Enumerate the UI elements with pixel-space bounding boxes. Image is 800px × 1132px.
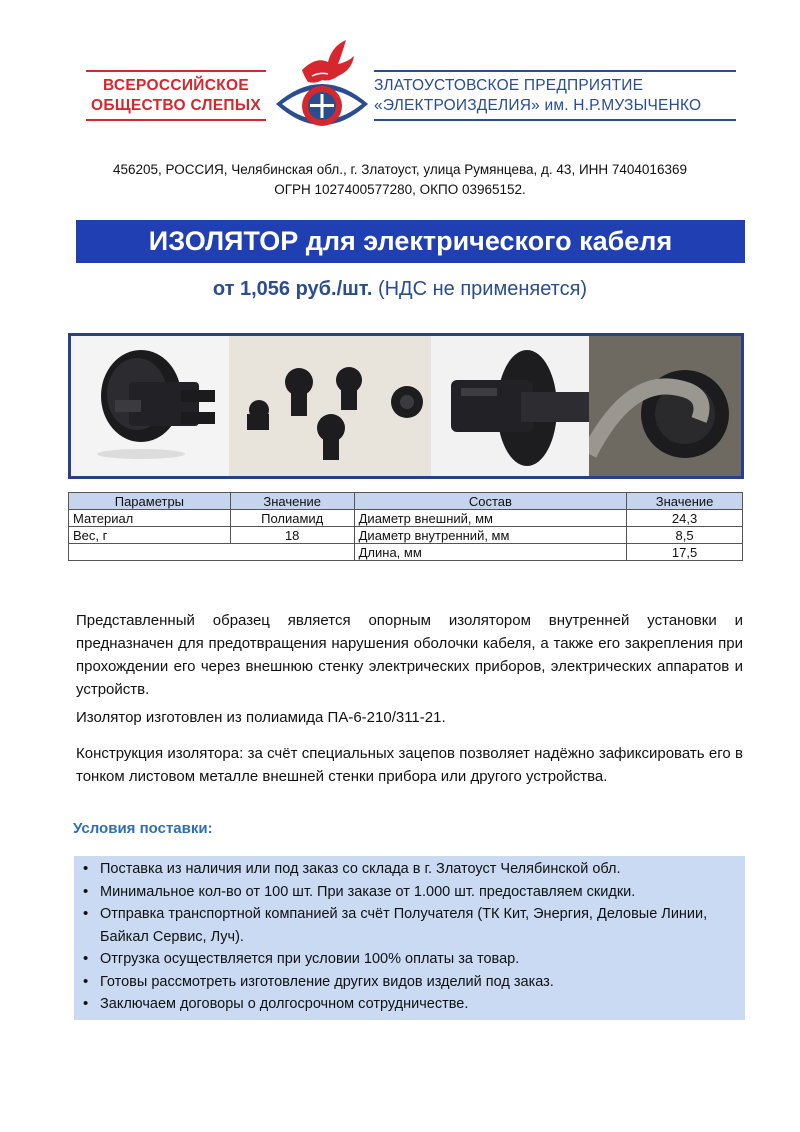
table-row xyxy=(69,510,743,527)
product-photo-strip xyxy=(68,333,744,479)
address-line-2: ОГРН 1027400577280, ОКПО 03965152. xyxy=(274,182,526,197)
delivery-conditions-title: Условия поставки: xyxy=(73,820,213,837)
right-org-block xyxy=(374,70,736,121)
description-paragraph-1: Представленный образец является опорным изолятором внутренней установки и предназначен для предотвращения нарушения оболочки кабеля, а также его закрепления при прохождении его через внешнюю стенку электрических приборов, электрических аппаратов и устройств. xyxy=(76,612,743,698)
price-vat-note: (НДС не применяется) xyxy=(372,278,588,300)
description-paragraph-3: Конструкция изолятора: за счёт специальных зацепов позволяет надёжно зафиксировать его в тонком листовом металле внешней стенки прибора или другого устройства. xyxy=(76,745,743,785)
right-org-line-1: ЗЛАТОУСТОВСКОЕ ПРЕДПРИЯТИЕ xyxy=(374,77,644,94)
table-cell: Вес, г xyxy=(69,527,231,544)
table-cell: Материал xyxy=(69,510,231,527)
company-address xyxy=(0,160,800,200)
table-header-row xyxy=(69,493,743,510)
product-photo-installed xyxy=(589,336,741,476)
list-item: • Готовы рассмотреть изготовление других видов изделий под заказ. xyxy=(80,971,739,994)
left-org-top-rule xyxy=(86,70,266,72)
table-cell: Длина, мм xyxy=(354,544,626,561)
table-cell: 8,5 xyxy=(627,527,743,544)
left-org-line-2: ОБЩЕСТВО СЛЕПЫХ xyxy=(91,97,261,114)
table-row xyxy=(69,544,743,561)
table-header-cell: Значение xyxy=(627,493,743,510)
list-item: • Минимальное кол-во от 100 шт. При заказе от 1.000 шт. предоставляем скидки. xyxy=(80,881,739,904)
right-org-bottom-rule xyxy=(374,119,736,121)
description-paragraph-2: Изолятор изготовлен из полиамида ПА-6-210/311-21. xyxy=(76,709,446,726)
table-header-cell: Состав xyxy=(354,493,626,510)
address-line-1: 456205, РОССИЯ, Челябинская обл., г. Златоуст, улица Румянцева, д. 43, ИНН 7404016369 xyxy=(113,162,687,177)
delivery-conditions-list xyxy=(80,858,739,1016)
price-value: от 1,056 руб./шт. xyxy=(212,278,373,300)
table-header-cell: Значение xyxy=(230,493,354,510)
table-cell: Диаметр внутренний, мм xyxy=(354,527,626,544)
table-cell: 17,5 xyxy=(627,544,743,561)
product-photo-group xyxy=(229,336,431,476)
table-cell: Диаметр внешний, мм xyxy=(354,510,626,527)
delivery-conditions-box xyxy=(74,856,745,1020)
left-org-line-1: ВСЕРОССИЙСКОЕ xyxy=(103,77,249,94)
list-item: • Отгрузка осуществляется при условии 100% оплаты за товар. xyxy=(80,948,739,971)
list-item: • Заключаем договоры о долгосрочном сотрудничестве. xyxy=(80,993,739,1016)
parameters-table xyxy=(68,492,743,561)
list-item: • Отправка транспортной компанией за счёт Получателя (ТК Кит, Энергия, Деловые Линии, Байкал Сервис, Луч). xyxy=(80,903,739,948)
right-org-top-rule xyxy=(374,70,736,72)
product-title: ИЗОЛЯТОР для электрического кабеля xyxy=(76,220,745,263)
table-cell: 24,3 xyxy=(627,510,743,527)
product-price xyxy=(0,278,800,301)
left-org-bottom-rule xyxy=(86,119,266,121)
table-row xyxy=(69,527,743,544)
list-item: • Поставка из наличия или под заказ со склада в г. Златоуст Челябинской обл. xyxy=(80,858,739,881)
product-photo-side-view xyxy=(71,336,229,476)
table-cell: 18 xyxy=(230,527,354,544)
left-org-block xyxy=(86,70,266,121)
product-photo-with-cable xyxy=(431,336,589,476)
right-org-line-2: «ЭЛЕКТРОИЗДЕЛИЯ» им. Н.Р.МУЗЫЧЕНКО xyxy=(374,97,702,114)
table-header-cell: Параметры xyxy=(69,493,231,510)
table-cell xyxy=(69,544,355,561)
company-logo-icon xyxy=(272,34,372,148)
table-cell: Полиамид xyxy=(230,510,354,527)
